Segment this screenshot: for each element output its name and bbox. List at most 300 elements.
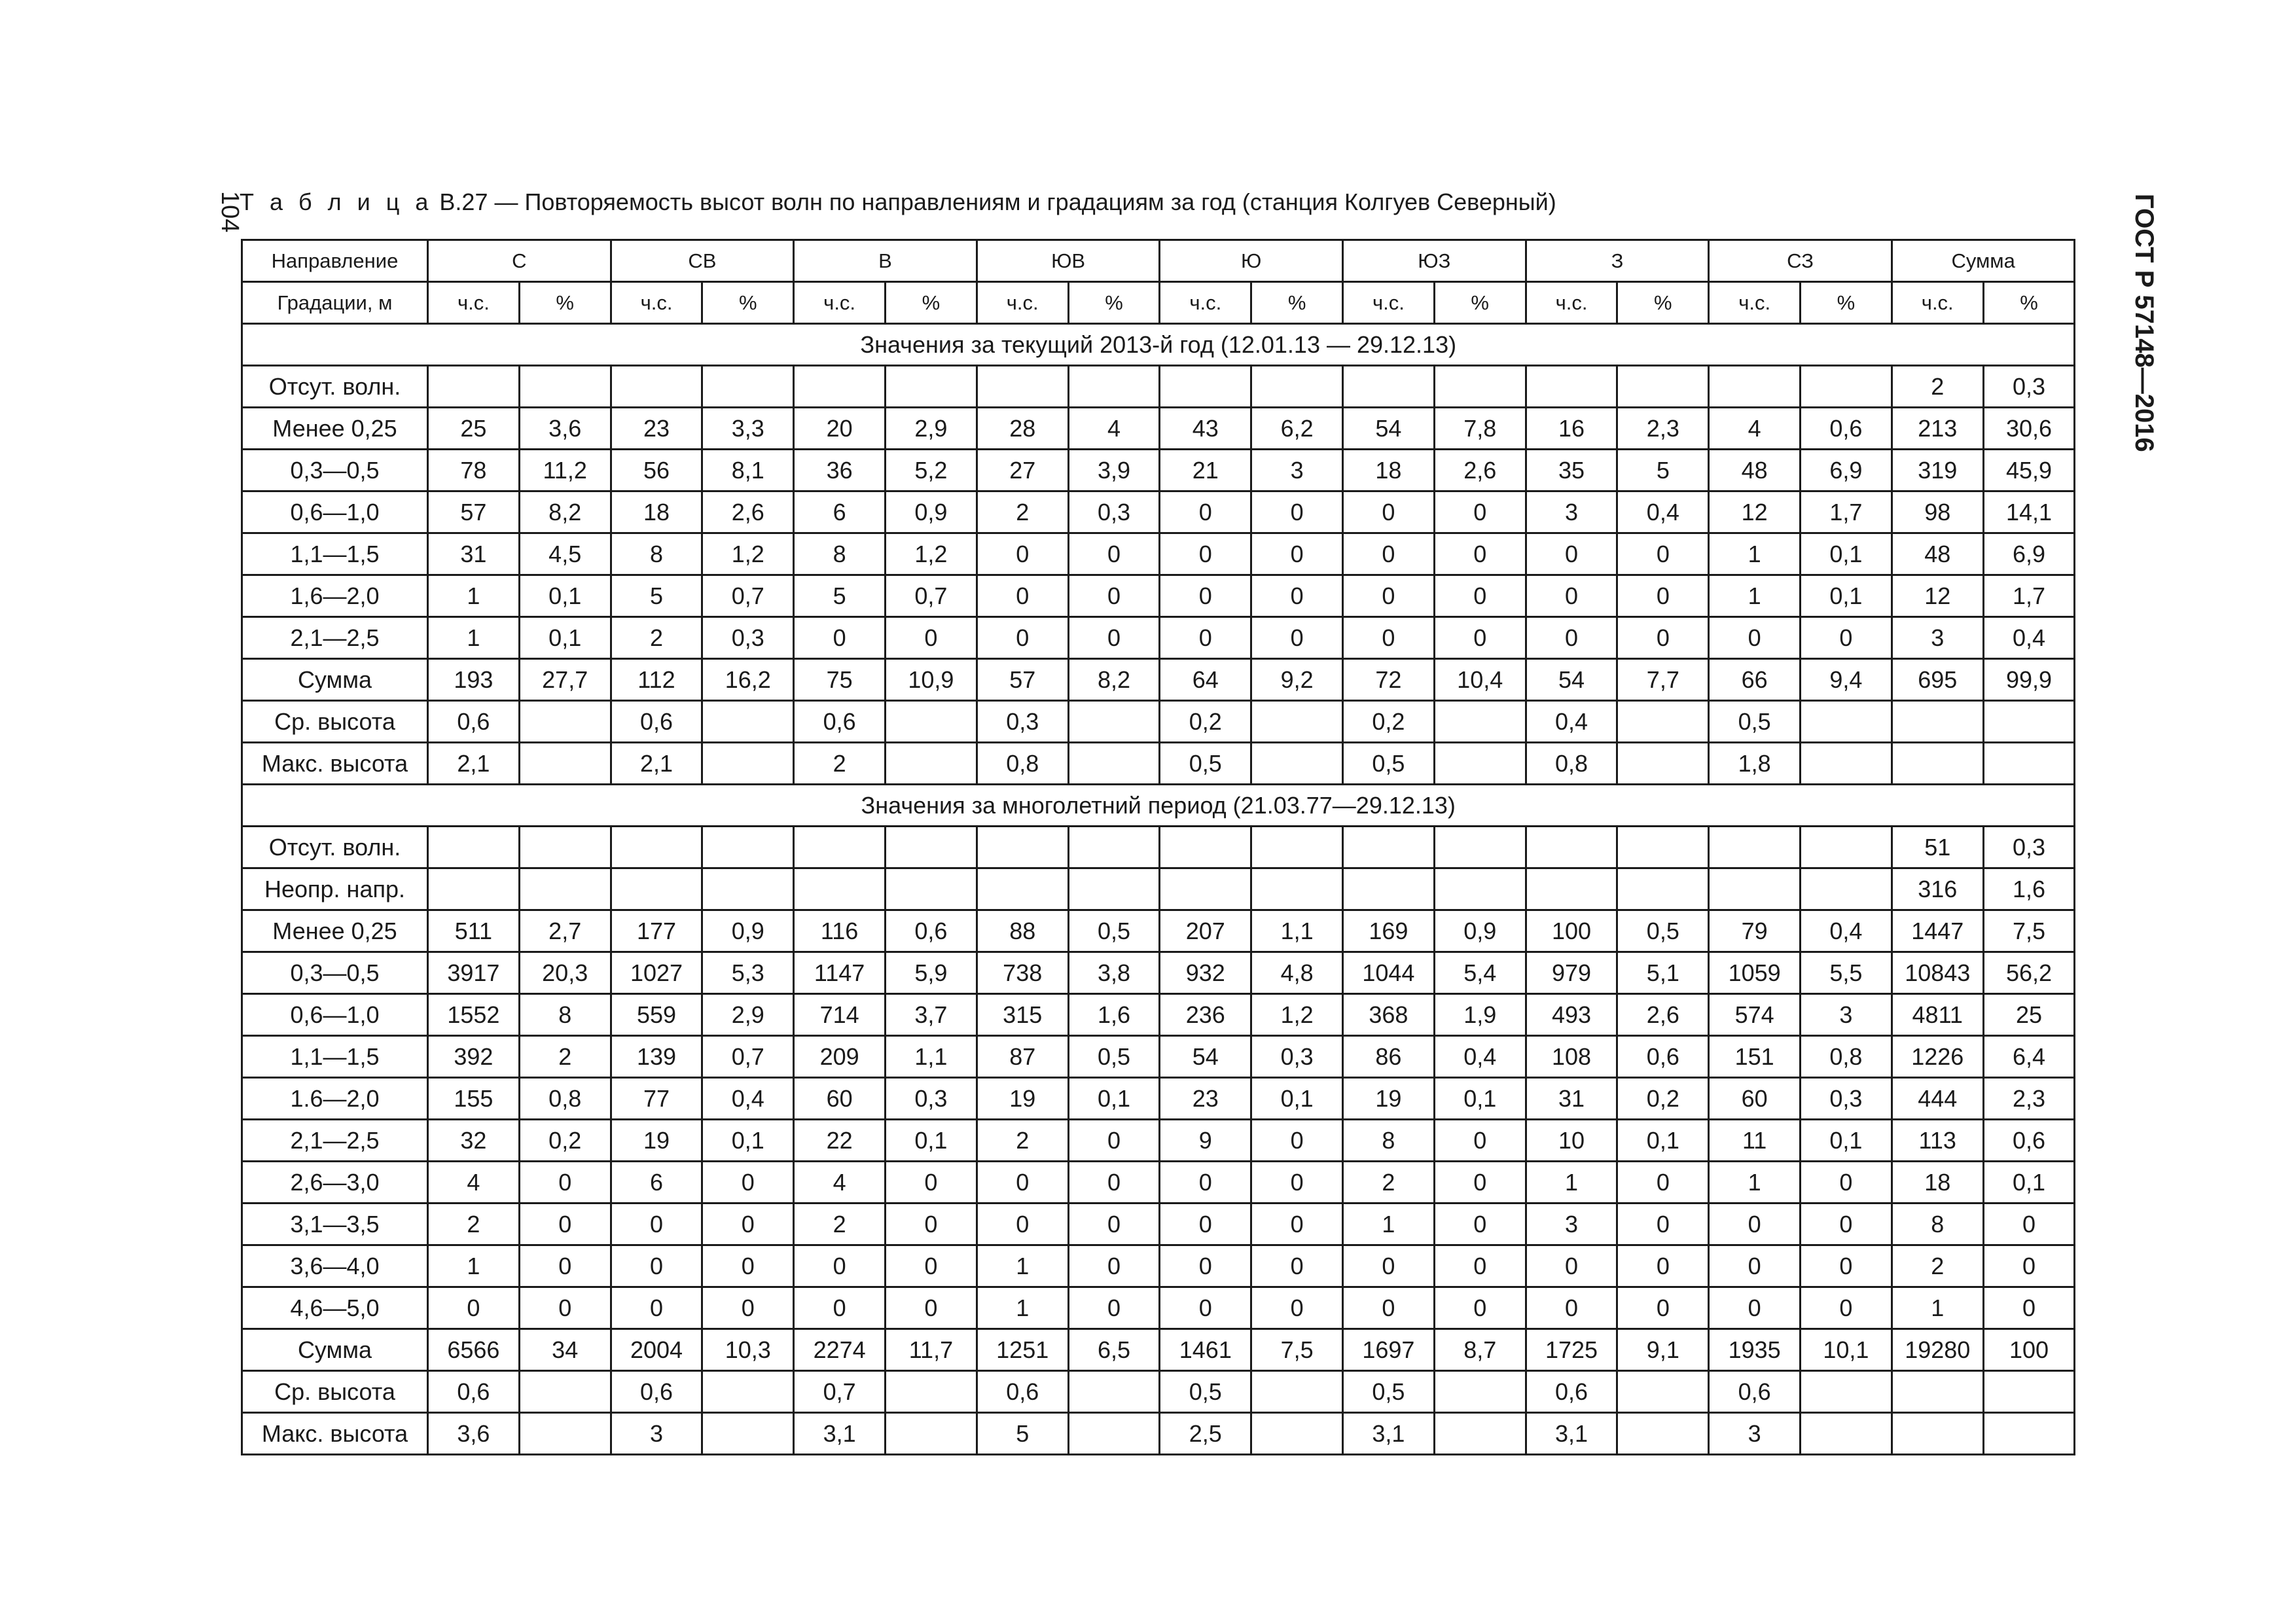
subheader-cell: ч.с. [611,282,702,324]
table-cell [1068,827,1160,868]
table-cell: 2,3 [1617,408,1709,450]
table-cell: 0,7 [886,575,977,617]
row-label: 4,6—5,0 [242,1287,428,1329]
table-cell [519,1371,611,1413]
table-cell: 0 [428,1287,520,1329]
table-cell: 0 [702,1287,794,1329]
table-cell: 36 [794,450,886,491]
table-cell: 0 [977,1162,1068,1204]
table-cell: 0,7 [702,575,794,617]
subheader-cell: % [886,282,977,324]
table-cell: 0,6 [1801,408,1892,450]
table-cell: 9,2 [1251,659,1343,701]
subheader-cell: ч.с. [1709,282,1801,324]
table-cell: 236 [1160,994,1251,1036]
table-cell: 0,5 [1343,743,1435,785]
table-cell: 0 [1434,575,1526,617]
table-cell: 86 [1343,1036,1435,1078]
table-cell: 0,5 [1160,743,1251,785]
table-cell [1892,1413,1983,1455]
table-cell [702,366,794,408]
subheader-cell: ч.с. [794,282,886,324]
row-label: Менее 0,25 [242,910,428,952]
table-cell: 4,5 [519,533,611,575]
table-cell: 9,1 [1617,1329,1709,1371]
table-cell [1251,827,1343,868]
direction-header: З [1526,240,1709,282]
table-cell: 10,3 [702,1329,794,1371]
table-cell: 1251 [977,1329,1068,1371]
table-cell [886,827,977,868]
table-cell: 18 [611,491,702,533]
table-cell [1068,366,1160,408]
subheader-cell: % [519,282,611,324]
table-cell: 2,9 [886,408,977,450]
table-cell: 0,1 [886,1120,977,1162]
table-row [242,408,2075,450]
table-cell: 108 [1526,1036,1617,1078]
table-cell: 0 [1709,1245,1801,1287]
table-row [242,701,2075,743]
row-label: 3,1—3,5 [242,1204,428,1245]
table-row [242,1371,2075,1413]
table-cell: 1447 [1892,910,1983,952]
table-cell: 0 [1983,1204,2075,1245]
table-cell: 559 [611,994,702,1036]
subheader-cell: % [1434,282,1526,324]
table-cell: 0,5 [1343,1371,1435,1413]
row-label: 1.6—2,0 [242,1078,428,1120]
table-cell [1801,701,1892,743]
table-cell: 5 [794,575,886,617]
table-cell: 0 [1801,1245,1892,1287]
gradation-header-cell: Градации, м [242,282,428,324]
table-cell: 60 [794,1078,886,1120]
table-cell: 1,2 [702,533,794,575]
table-caption-text: В.27 — Повторяемость высот волн по направлениям и градациям за год (станция Колгуев Северный) [433,188,1556,215]
table-cell: 0,6 [886,910,977,952]
table-cell [886,1413,977,1455]
table-cell: 0,3 [1251,1036,1343,1078]
table-cell: 0 [1343,575,1435,617]
table-cell: 0,2 [519,1120,611,1162]
table-cell [1434,1371,1526,1413]
table-cell: 0,1 [1434,1078,1526,1120]
subheader-cell: ч.с. [977,282,1068,324]
subheader-cell: ч.с. [1892,282,1983,324]
table-cell [1434,366,1526,408]
table-cell: 169 [1343,910,1435,952]
table-cell: 12 [1709,491,1801,533]
table-cell: 2 [611,617,702,659]
section-title: Значения за текущий 2013-й год (12.01.13 — 29.12.13) [242,324,2075,366]
table-cell: 2 [977,491,1068,533]
table-cell [1160,868,1251,910]
table-cell [1343,366,1435,408]
table-cell: 0 [1801,1204,1892,1245]
table-cell [428,868,520,910]
table-cell: 0,1 [1617,1120,1709,1162]
table-cell: 4 [794,1162,886,1204]
table-cell: 177 [611,910,702,952]
table-row [242,575,2075,617]
table-cell: 0,9 [1434,910,1526,952]
table-cell: 0,6 [1526,1371,1617,1413]
section-title-row [242,785,2075,827]
table-cell: 0,6 [428,701,520,743]
table-row [242,1204,2075,1245]
table-cell: 0 [611,1245,702,1287]
table-cell [1526,868,1617,910]
table-cell [1801,366,1892,408]
table-cell: 3 [1892,617,1983,659]
table-cell: 19280 [1892,1329,1983,1371]
table-cell: 139 [611,1036,702,1078]
table-cell: 738 [977,952,1068,994]
table-cell [1801,743,1892,785]
header-row-subheaders [242,282,2075,324]
table-cell: 8 [1892,1204,1983,1245]
table-cell: 18 [1892,1162,1983,1204]
table-cell: 0 [1434,1287,1526,1329]
table-cell: 3,1 [794,1413,886,1455]
table-cell [1068,701,1160,743]
table-cell: 1,6 [1983,868,2075,910]
table-cell: 0,3 [1983,366,2075,408]
subheader-cell: % [1983,282,2075,324]
table-cell: 5,9 [886,952,977,994]
table-cell: 5,2 [886,450,977,491]
table-cell: 0 [1160,617,1251,659]
table-cell: 368 [1343,994,1435,1036]
table-cell: 11,7 [886,1329,977,1371]
table-cell: 392 [428,1036,520,1078]
table-cell [1617,1371,1709,1413]
table-cell: 0 [977,617,1068,659]
table-cell: 1,2 [1251,994,1343,1036]
table-cell [1526,827,1617,868]
table-cell: 48 [1892,533,1983,575]
table-cell: 0 [1160,575,1251,617]
table-cell: 0 [1343,491,1435,533]
table-cell: 1,9 [1434,994,1526,1036]
row-label: 0,3—0,5 [242,952,428,994]
table-cell: 4 [1068,408,1160,450]
table-cell: 5 [977,1413,1068,1455]
table-cell: 3,6 [428,1413,520,1455]
table-cell: 0 [1068,575,1160,617]
table-cell: 60 [1709,1078,1801,1120]
table-cell: 1044 [1343,952,1435,994]
table-cell: 0 [519,1287,611,1329]
table-cell: 0 [1251,1120,1343,1162]
table-cell: 16,2 [702,659,794,701]
table-cell: 2 [1343,1162,1435,1204]
table-cell: 5,1 [1617,952,1709,994]
table-cell: 14,1 [1983,491,2075,533]
table-cell: 0 [1617,1287,1709,1329]
header-row-directions [242,240,2075,282]
table-cell: 3 [1251,450,1343,491]
table-cell: 2,1 [611,743,702,785]
table-cell: 48 [1709,450,1801,491]
subheader-cell: % [1251,282,1343,324]
table-cell: 2,1 [428,743,520,785]
table-cell: 0 [1617,1162,1709,1204]
table-cell: 3 [1526,1204,1617,1245]
page-number: 104 [216,191,243,233]
table-cell: 1935 [1709,1329,1801,1371]
table-cell: 11 [1709,1120,1801,1162]
table-cell: 0,9 [702,910,794,952]
table-cell: 0 [519,1204,611,1245]
table-cell: 0,1 [1801,575,1892,617]
table-cell: 0 [1068,1120,1160,1162]
table-cell: 0 [1160,1287,1251,1329]
table-cell: 1 [428,1245,520,1287]
row-label: Сумма [242,1329,428,1371]
table-cell: 3,7 [886,994,977,1036]
table-row [242,827,2075,868]
table-cell: 4 [1709,408,1801,450]
table-cell [519,701,611,743]
table-cell: 0,5 [1068,910,1160,952]
table-row [242,994,2075,1036]
table-cell [1251,743,1343,785]
table-cell: 2,6 [1617,994,1709,1036]
table-cell: 1,7 [1983,575,2075,617]
table-cell: 0 [1526,617,1617,659]
table-cell: 0,1 [1251,1078,1343,1120]
table-cell: 0 [1343,1287,1435,1329]
table-cell: 0,1 [702,1120,794,1162]
table-cell: 0,1 [1801,1120,1892,1162]
table-cell: 0 [702,1204,794,1245]
table-cell: 0,1 [519,617,611,659]
table-cell: 0 [1434,1162,1526,1204]
table-cell [702,701,794,743]
table-cell: 0 [1160,1204,1251,1245]
table-cell: 0,7 [794,1371,886,1413]
table-cell [428,827,520,868]
table-cell [977,366,1068,408]
table-cell: 2004 [611,1329,702,1371]
table-cell: 31 [1526,1078,1617,1120]
subheader-cell: % [1068,282,1160,324]
table-cell: 8,7 [1434,1329,1526,1371]
table-cell: 0 [1068,1287,1160,1329]
row-label: Неопр. напр. [242,868,428,910]
row-label: Ср. высота [242,1371,428,1413]
table-cell: 0 [1343,533,1435,575]
table-cell: 0,4 [1526,701,1617,743]
table-cell: 6 [794,491,886,533]
table-cell: 1226 [1892,1036,1983,1078]
table-cell: 0 [1526,1245,1617,1287]
table-cell: 6,4 [1983,1036,2075,1078]
table-cell [886,366,977,408]
table-cell: 2,6 [702,491,794,533]
table-cell: 1,2 [886,533,977,575]
table-cell: 0,2 [1160,701,1251,743]
table-cell [1343,827,1435,868]
table-cell: 1 [428,575,520,617]
row-label: 2,6—3,0 [242,1162,428,1204]
table-cell: 0,6 [428,1371,520,1413]
table-cell: 20 [794,408,886,450]
table-cell: 1147 [794,952,886,994]
table-cell [1434,743,1526,785]
table-cell [1160,827,1251,868]
table-cell [519,366,611,408]
table-cell [1251,1413,1343,1455]
table-cell: 0 [1251,1287,1343,1329]
table-cell: 0 [794,1287,886,1329]
table-cell: 57 [428,491,520,533]
table-cell: 319 [1892,450,1983,491]
table-cell: 1,8 [1709,743,1801,785]
table-cell: 0 [1983,1287,2075,1329]
table-cell: 0 [1160,1162,1251,1204]
table-cell: 27,7 [519,659,611,701]
table-cell: 10,4 [1434,659,1526,701]
table-cell: 0,2 [1617,1078,1709,1120]
table-cell: 2,9 [702,994,794,1036]
table-cell: 23 [611,408,702,450]
table-cell: 0,6 [794,701,886,743]
subheader-cell: ч.с. [1526,282,1617,324]
table-cell: 57 [977,659,1068,701]
table-cell: 64 [1160,659,1251,701]
table-cell: 5,3 [702,952,794,994]
table-cell: 0 [1251,1245,1343,1287]
table-cell: 1027 [611,952,702,994]
table-cell: 0 [1343,617,1435,659]
table-cell: 0 [1526,1287,1617,1329]
table-cell [1434,827,1526,868]
table-row [242,366,2075,408]
table-cell: 51 [1892,827,1983,868]
table-cell: 3,1 [1526,1413,1617,1455]
table-cell: 0 [886,617,977,659]
table-row [242,1413,2075,1455]
table-cell: 113 [1892,1120,1983,1162]
table-row [242,533,2075,575]
table-cell: 2 [977,1120,1068,1162]
table-cell: 0,6 [611,1371,702,1413]
table-cell: 16 [1526,408,1617,450]
table-cell: 12 [1892,575,1983,617]
row-label: Отсут. волн. [242,366,428,408]
table-row [242,743,2075,785]
subheader-cell: % [1617,282,1709,324]
table-cell [1068,1413,1160,1455]
row-label: 1,1—1,5 [242,1036,428,1078]
table-cell: 8,2 [519,491,611,533]
table-cell: 116 [794,910,886,952]
table-row [242,1036,2075,1078]
table-cell: 209 [794,1036,886,1078]
table-cell: 27 [977,450,1068,491]
row-label: 0,6—1,0 [242,491,428,533]
table-cell: 7,5 [1983,910,2075,952]
table-cell: 0,5 [1068,1036,1160,1078]
table-cell: 0 [1434,491,1526,533]
table-cell [611,868,702,910]
table-cell: 2 [1892,366,1983,408]
table-cell: 6 [611,1162,702,1204]
table-cell: 444 [1892,1078,1983,1120]
table-cell: 0,4 [702,1078,794,1120]
subheader-cell: % [702,282,794,324]
row-label: 0,6—1,0 [242,994,428,1036]
table-cell: 0 [1251,491,1343,533]
table-row [242,1329,2075,1371]
table-cell: 0 [1434,617,1526,659]
table-cell [1251,701,1343,743]
table-cell [1068,743,1160,785]
table-cell: 56 [611,450,702,491]
table-cell: 10 [1526,1120,1617,1162]
table-cell: 0 [702,1162,794,1204]
table-cell [611,827,702,868]
table-cell: 511 [428,910,520,952]
table-cell: 207 [1160,910,1251,952]
table-cell: 0 [1801,1162,1892,1204]
table-cell: 0 [1068,1204,1160,1245]
table-cell: 0 [1068,533,1160,575]
table-cell: 0 [1160,491,1251,533]
table-cell [1068,868,1160,910]
table-cell: 2 [1892,1245,1983,1287]
table-cell: 2,5 [1160,1413,1251,1455]
table-cell: 54 [1160,1036,1251,1078]
table-cell: 5,4 [1434,952,1526,994]
table-cell: 25 [428,408,520,450]
row-label: Сумма [242,659,428,701]
table-cell: 0 [1068,617,1160,659]
table-cell: 10,9 [886,659,977,701]
table-cell: 0,9 [886,491,977,533]
table-cell: 0 [1343,1245,1435,1287]
direction-header: В [794,240,977,282]
table-cell: 5,5 [1801,952,1892,994]
table-cell: 3,3 [702,408,794,450]
table-cell [1343,868,1435,910]
table-cell: 0 [886,1287,977,1329]
table-cell: 0,3 [886,1078,977,1120]
table-cell: 7,7 [1617,659,1709,701]
table-cell: 3 [611,1413,702,1455]
table-caption-label: Т а б л и ц а [240,188,433,215]
table-cell [977,827,1068,868]
table-cell: 213 [1892,408,1983,450]
table-cell: 8 [1343,1120,1435,1162]
table-cell: 4,8 [1251,952,1343,994]
table-cell [1892,701,1983,743]
table-cell: 88 [977,910,1068,952]
table-cell [1892,1371,1983,1413]
table-cell [1983,701,2075,743]
table-cell [1801,1413,1892,1455]
table-cell: 8 [794,533,886,575]
table-cell: 0 [886,1245,977,1287]
row-label: 1,6—2,0 [242,575,428,617]
table-cell: 6,9 [1801,450,1892,491]
table-cell: 0 [1983,1245,2075,1287]
table-cell: 1725 [1526,1329,1617,1371]
table-cell [1617,743,1709,785]
